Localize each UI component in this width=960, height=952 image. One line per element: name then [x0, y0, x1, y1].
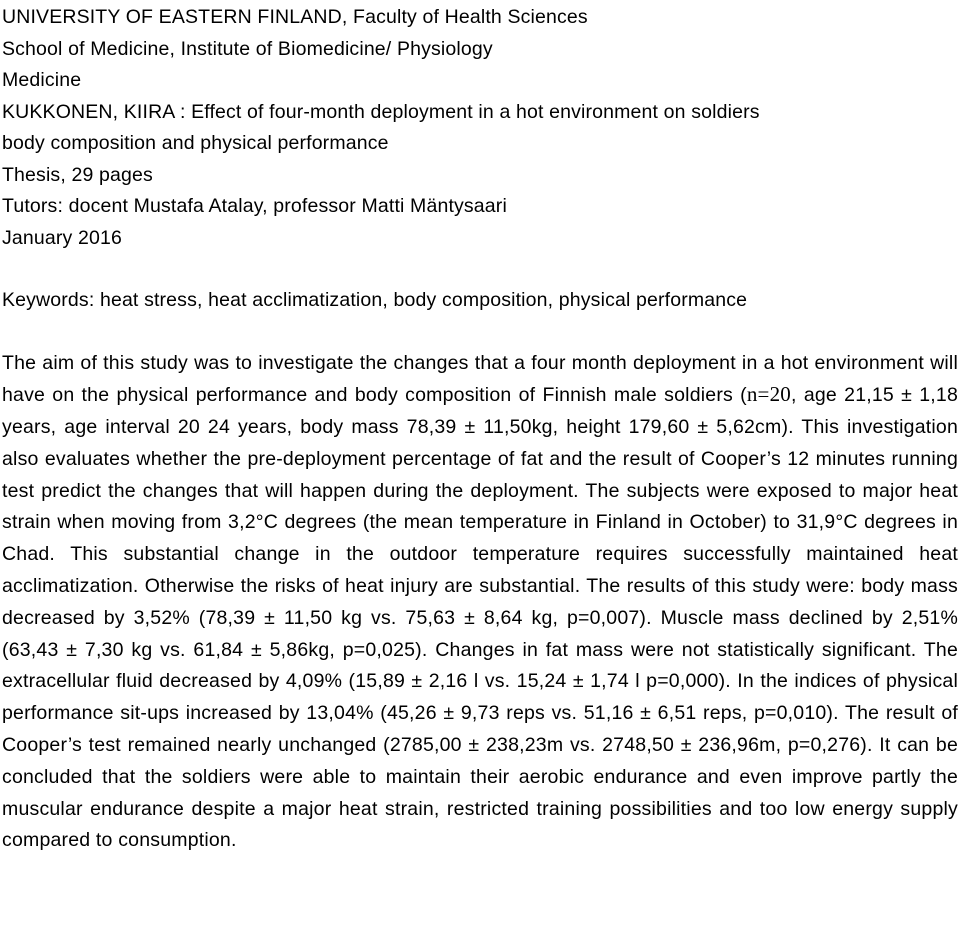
abstract-text-part-2: , age 21,15 ± 1,18 years, age interval 20 24 years, body mass 78,39 ± 11,50kg, height 179,60 ± 5,62cm). This investigation also evaluates whether the pre-deployment percentage of fat and the result of Cooper’s 12 minutes running test predict the changes that will happen during the deployment. The subjects were exposed to major heat strain when moving from 3,2°C degrees (the mean temperature in Finland in October) to 31,9°C degrees in Chad. This substantial change in the outdoor temperature requires successfully maintained heat acclimatization. Otherwise the risks of heat injury are substantial. The results of this study were: body mass decreased by 3,52% (78,39 ± 11,50 kg vs. 75,63 ± 8,64 kg, p=0,007). Muscle mass declined by 2,51% (63,43 ± 7,30 kg vs. 61,84 ± 5,86kg, p=0,025). Changes in fat mass were not statistically significant. The extracellular fluid decreased by 4,09% (15,89 ± 2,16 l vs. 15,24 ± 1,74 l p=0,000). In the indices of physical performance sit-ups increased by 13,04% (45,26 ± 9,73 reps vs. 51,16 ± 6,51 reps, p=0,010). The result of Cooper’s test remained nearly unchanged (2785,00 ± 238,23m vs. 2748,50 ± 236,96m, p=0,276). It can be concluded that the soldiers were able to maintain their aerobic endurance and even improve partly the muscular endurance despite a major heat strain, restricted training possibilities and too low energy supply compared to consumption.: [2, 384, 958, 852]
thesis-pages-line: Thesis, 29 pages: [2, 163, 153, 186]
thesis-title-line-2: body composition and physical performance: [2, 132, 389, 154]
abstract-paragraph: [2, 348, 958, 858]
abstract-sample-size: n=20: [746, 382, 792, 407]
tutors-line: Tutors: docent Mustafa Atalay, professor Matti Mäntysaari: [2, 195, 507, 217]
keywords-line: Keywords: heat stress, heat acclimatization, body composition, physical performance: [2, 289, 748, 311]
school-line: School of Medicine, Institute of Biomedicine/ Physiology: [2, 37, 493, 60]
subject-line: Medicine: [2, 69, 82, 91]
abstract-text-part-1: The aim of this study was to investigate the changes that a four month deployment in a hot environment will have on the physical performance and body composition of Finnish male soldiers (: [2, 351, 958, 407]
university-line: UNIVERSITY OF EASTERN FINLAND, Faculty of Health Sciences: [2, 6, 588, 28]
date-line: January 2016: [2, 226, 122, 249]
thesis-title-line-1: KUKKONEN, KIIRA : Effect of four-month deployment in a hot environment on soldiers: [2, 100, 760, 123]
